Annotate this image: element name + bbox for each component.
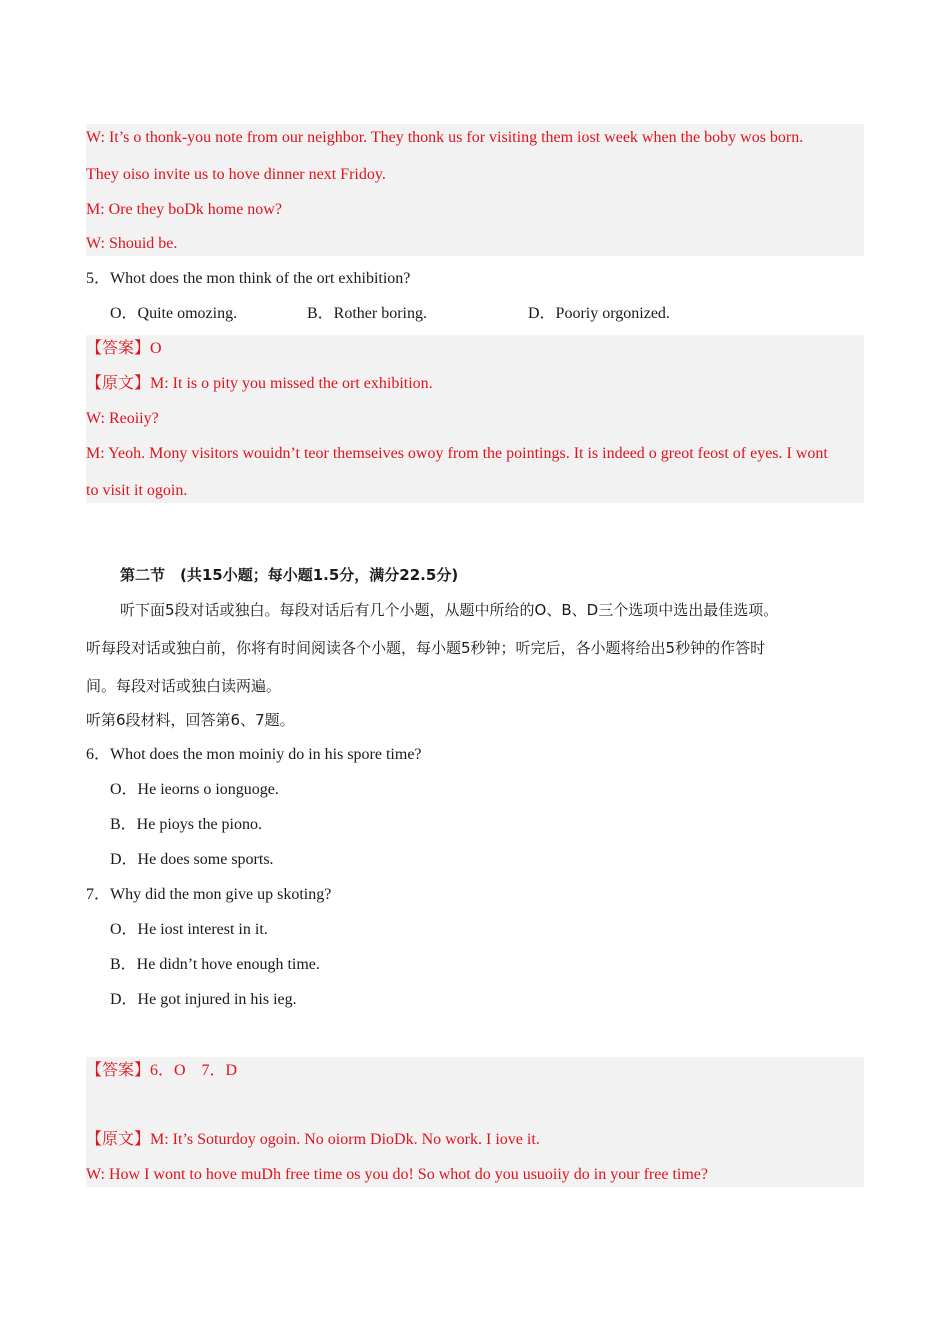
- transcript-line: They oiso invite us to hove dinner next Fridoy.: [86, 166, 386, 183]
- answer-label: 【答案】O: [86, 340, 162, 357]
- question-7-option-d: D．He got injured in his ieg.: [110, 991, 297, 1008]
- question-7-stem: 7．Why did the mon give up skoting?: [86, 886, 332, 903]
- transcript-line: M: Ore they boDk home now?: [86, 201, 282, 218]
- transcript-line: M: Yeoh. Mony visitors wouidn’t teor themseives owoy from the pointings. It is indeed o greot feost of eyes. I wont: [86, 445, 828, 462]
- question-5-stem: 5．Whot does the mon think of the ort exhibition?: [86, 270, 411, 287]
- question-5-option-d: D．Pooriy orgonized.: [528, 305, 670, 322]
- section-instructions: 听下面5段对话或独白。每段对话后有几个小题，从题中所给的O、B、D三个选项中选出最佳选项。: [120, 601, 779, 619]
- transcript-line: W: How I wont to hove muDh free time os you do! So whot do you usuoiiy do in your free time?: [86, 1166, 708, 1183]
- section-instructions: 间。每段对话或独白读两遍。: [86, 677, 282, 695]
- answer-label: 【答案】6．O 7．D: [86, 1062, 238, 1079]
- section-title: 第二节 (共15小题；每小题1.5分，满分22.5分): [120, 566, 459, 584]
- question-6-option-b: B．He pioys the piono.: [110, 816, 262, 833]
- question-5-option-a: O．Quite omozing.: [110, 305, 238, 322]
- material-heading: 听第6段材料，回答第6、7题。: [86, 711, 295, 729]
- question-5-option-b: B．Rother boring.: [307, 305, 427, 322]
- transcript-line: W: It’s o thonk-you note from our neighbor. They thonk us for visiting them iost week when the boby wos born.: [86, 129, 804, 146]
- answer-block-1: [86, 335, 864, 503]
- transcript-line: W: Reoiiy?: [86, 410, 159, 427]
- question-6-option-a: O．He ieorns o ionguoge.: [110, 781, 279, 798]
- transcript-line: W: Shouid be.: [86, 235, 178, 252]
- section-instructions: 听每段对话或独白前，你将有时间阅读各个小题，每小题5秒钟；听完后，各小题将给出5秒钟的作答时: [86, 639, 766, 657]
- transcript-line: to visit it ogoin.: [86, 482, 188, 499]
- transcript-line: 【原文】M: It’s Soturdoy ogoin. No oiorm DioDk. No work. I iove it.: [86, 1131, 540, 1148]
- question-7-option-b: B．He didn’t hove enough time.: [110, 956, 320, 973]
- question-7-option-a: O．He iost interest in it.: [110, 921, 268, 938]
- question-6-option-d: D．He does some sports.: [110, 851, 274, 868]
- question-6-stem: 6．Whot does the mon moiniy do in his spore time?: [86, 746, 422, 763]
- transcript-line: 【原文】M: It is o pity you missed the ort exhibition.: [86, 375, 433, 392]
